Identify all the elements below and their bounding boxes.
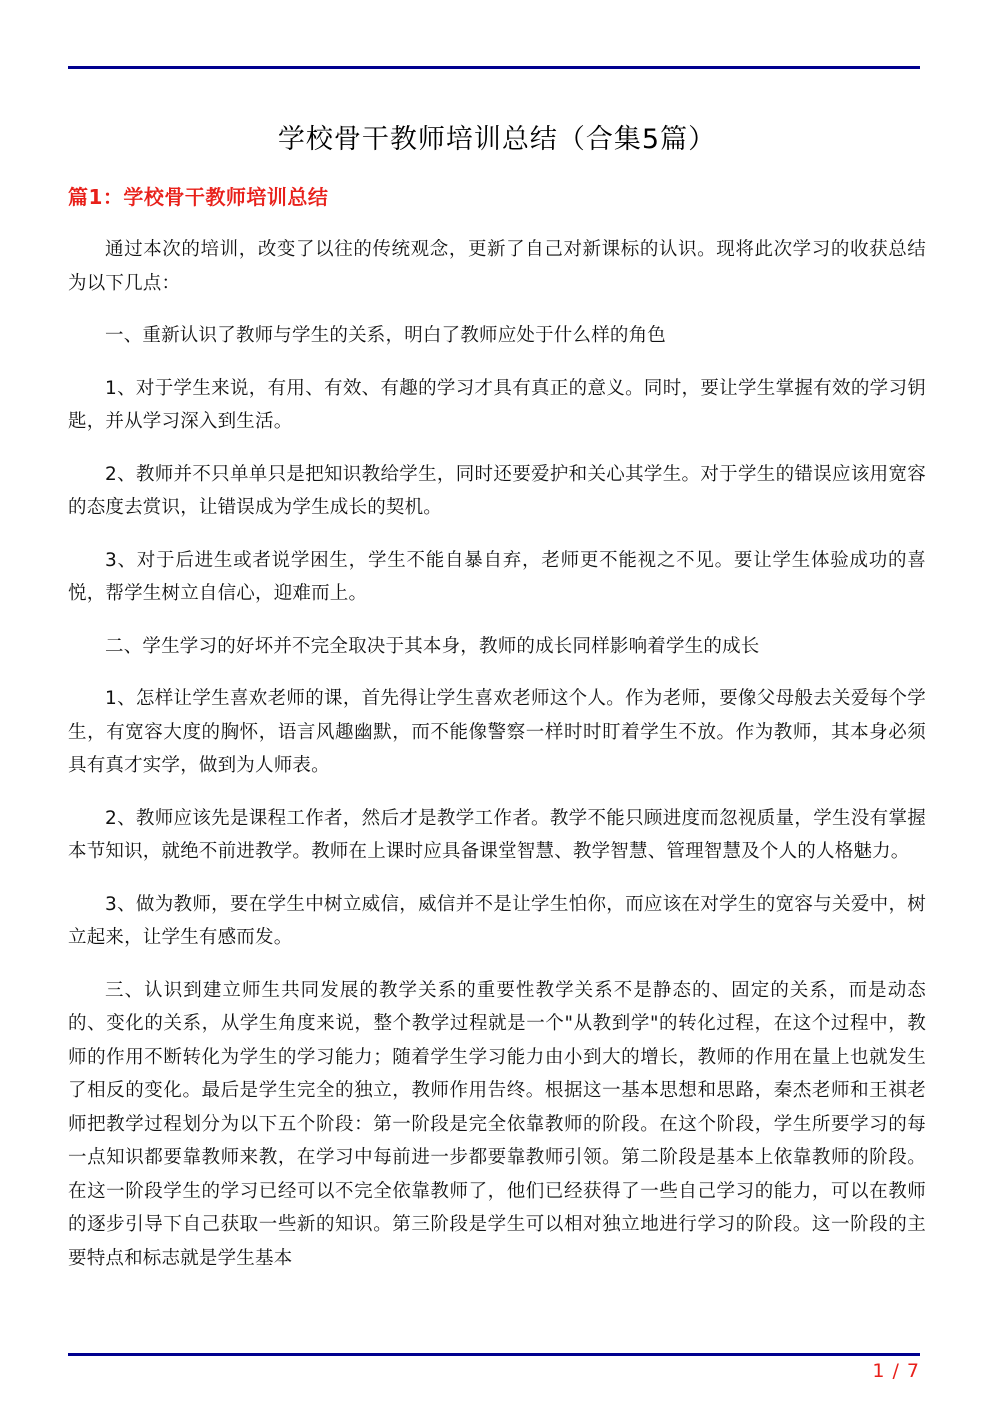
- page-number: 1 / 7: [872, 1360, 920, 1382]
- paragraph: 2、教师应该先是课程工作者，然后才是教学工作者。教学不能只顾进度而忽视质量，学生没有掌握本节知识，就绝不前进教学。教师在上课时应具备课堂智慧、教学智慧、管理智慧及个人的人格魅力。: [68, 807, 926, 862]
- paragraph: 通过本次的培训，改变了以往的传统观念，更新了自己对新课标的认识。现将此次学习的收获总结为以下几点：: [68, 239, 926, 294]
- footer-divider: [68, 1353, 920, 1356]
- section-heading: 篇1：学校骨干教师培训总结: [68, 185, 329, 209]
- page-title: 学校骨干教师培训总结（合集5篇）: [277, 124, 717, 155]
- paragraph-section-one: 一、重新认识了教师与学生的关系，明白了教师应处于什么样的角色: [105, 325, 667, 346]
- paragraph: 1、怎样让学生喜欢老师的课，首先得让学生喜欢老师这个人。作为老师，要像父母般去关爱每个学生，有宽容大度的胸怀，语言风趣幽默，而不能像警察一样时时盯着学生不放。作为教师，其本身必须具有真才实学，做到为人师表。: [68, 688, 926, 776]
- paragraph: 3、对于后进生或者说学困生，学生不能自暴自弃，老师更不能视之不见。要让学生体验成功的喜悦，帮学生树立自信心，迎难而上。: [68, 549, 926, 604]
- paragraph: 2、教师并不只单单只是把知识教给学生，同时还要爱护和关心其学生。对于学生的错误应该用宽容的态度去赏识，让错误成为学生成长的契机。: [68, 463, 926, 518]
- paragraph: 1、对于学生来说，有用、有效、有趣的学习才具有真正的意义。同时，要让学生掌握有效的学习钥匙，并从学习深入到生活。: [68, 377, 926, 432]
- paragraph-section-three: 三、认识到建立师生共同发展的教学关系的重要性教学关系不是静态的、固定的关系，而是动态的、变化的关系，从学生角度来说，整个教学过程就是一个"从教到学"的转化过程，在这个过程中，教师的作用不断转化为学生的学习能力；随着学生学习能力由小到大的增长，教师的作用在量上也就发生了相反的变化。最后是学生完全的独立，教师作用告终。根据这一基本思想和思路，秦杰老师和王祺老师把教学过程划分为以下五个阶段：第一阶段是完全依靠教师的阶段。在这个阶段，学生所要学习的每一点知识都要靠教师来教，在学习中每前进一步都要靠教师引领。第二阶段是基本上依靠教师的阶段。在这一阶段学生的学习已经可以不完全依靠教师了，他们已经获得了一些自己学习的能力，可以在教师的逐步引导下自己获取一些新的知识。第三阶段是学生可以相对独立地进行学习的阶段。这一阶段的主要特点和标志就是学生基本: [68, 979, 926, 1269]
- header-divider: [68, 66, 920, 69]
- document-body: [68, 118, 926, 1275]
- paragraph: 3、做为教师，要在学生中树立威信，威信并不是让学生怕你，而应该在对学生的宽容与关爱中，树立起来，让学生有感而发。: [68, 893, 926, 948]
- paragraph-section-two: 二、学生学习的好坏并不完全取决于其本身，教师的成长同样影响着学生的成长: [105, 635, 760, 657]
